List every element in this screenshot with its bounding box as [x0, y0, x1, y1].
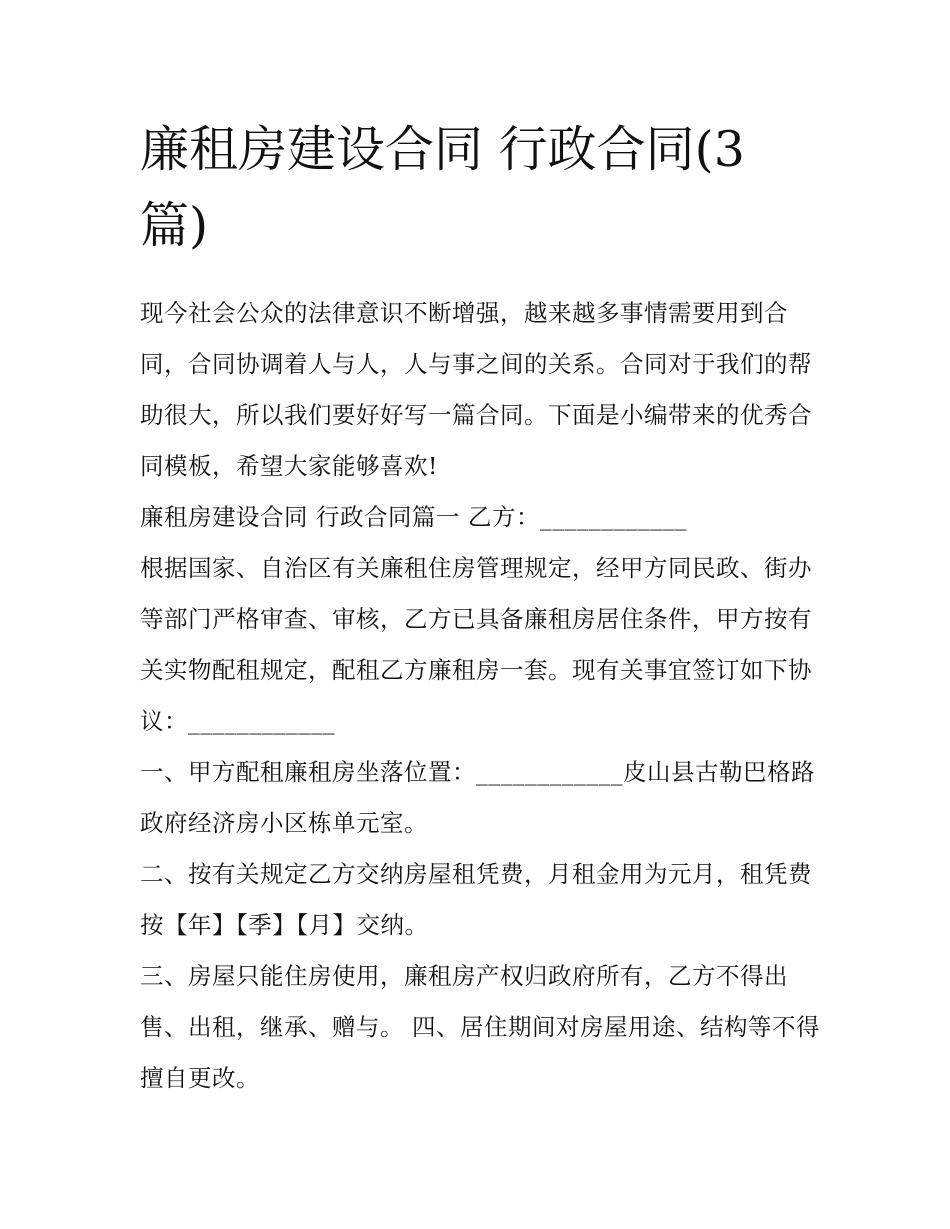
document-title [140, 112, 820, 264]
document-page [140, 112, 820, 1104]
document-title-line2: 篇) [140, 197, 209, 254]
intro-paragraph: 现今社会公众的法律意识不断增强，越来越多事情需要用到合同，合同协调着人与人，人与事之间的关系。合同对于我们的帮助很大，所以我们要好好写一篇合同。下面是小编带来的优秀合同模板，希望大家能够喜欢! [140, 299, 812, 480]
clause-2-paragraph: 二、按有关规定乙方交纳房屋租凭费，月租金用为元月，租凭费按【年】【季】【月】交纳。 [140, 860, 812, 939]
section-heading-paragraph: 廉租房建设合同 行政合同篇一 乙方：____________ [140, 503, 687, 531]
preamble-paragraph: 根据国家、自治区有关廉租住房管理规定，经甲方同民政、街办等部门严格审查、审核，乙方已具备廉租房居住条件，甲方按有关实物配租规定，配租乙方廉租房一套。现有关事宜签订如下协议：____________ [140, 554, 812, 735]
clause-1-paragraph: 一、甲方配租廉租房坐落位置：____________皮山县古勒巴格路政府经济房小区栋单元室。 [140, 758, 815, 837]
clause-3-paragraph: 三、房屋只能住房使用，廉租房产权归政府所有，乙方不得出售、出租，继承、赠与。 四、居住期间对房屋用途、结构等不得擅自更改。 [140, 962, 820, 1092]
document-title-line1: 廉租房建设合同 行政合同(3 [140, 121, 745, 178]
